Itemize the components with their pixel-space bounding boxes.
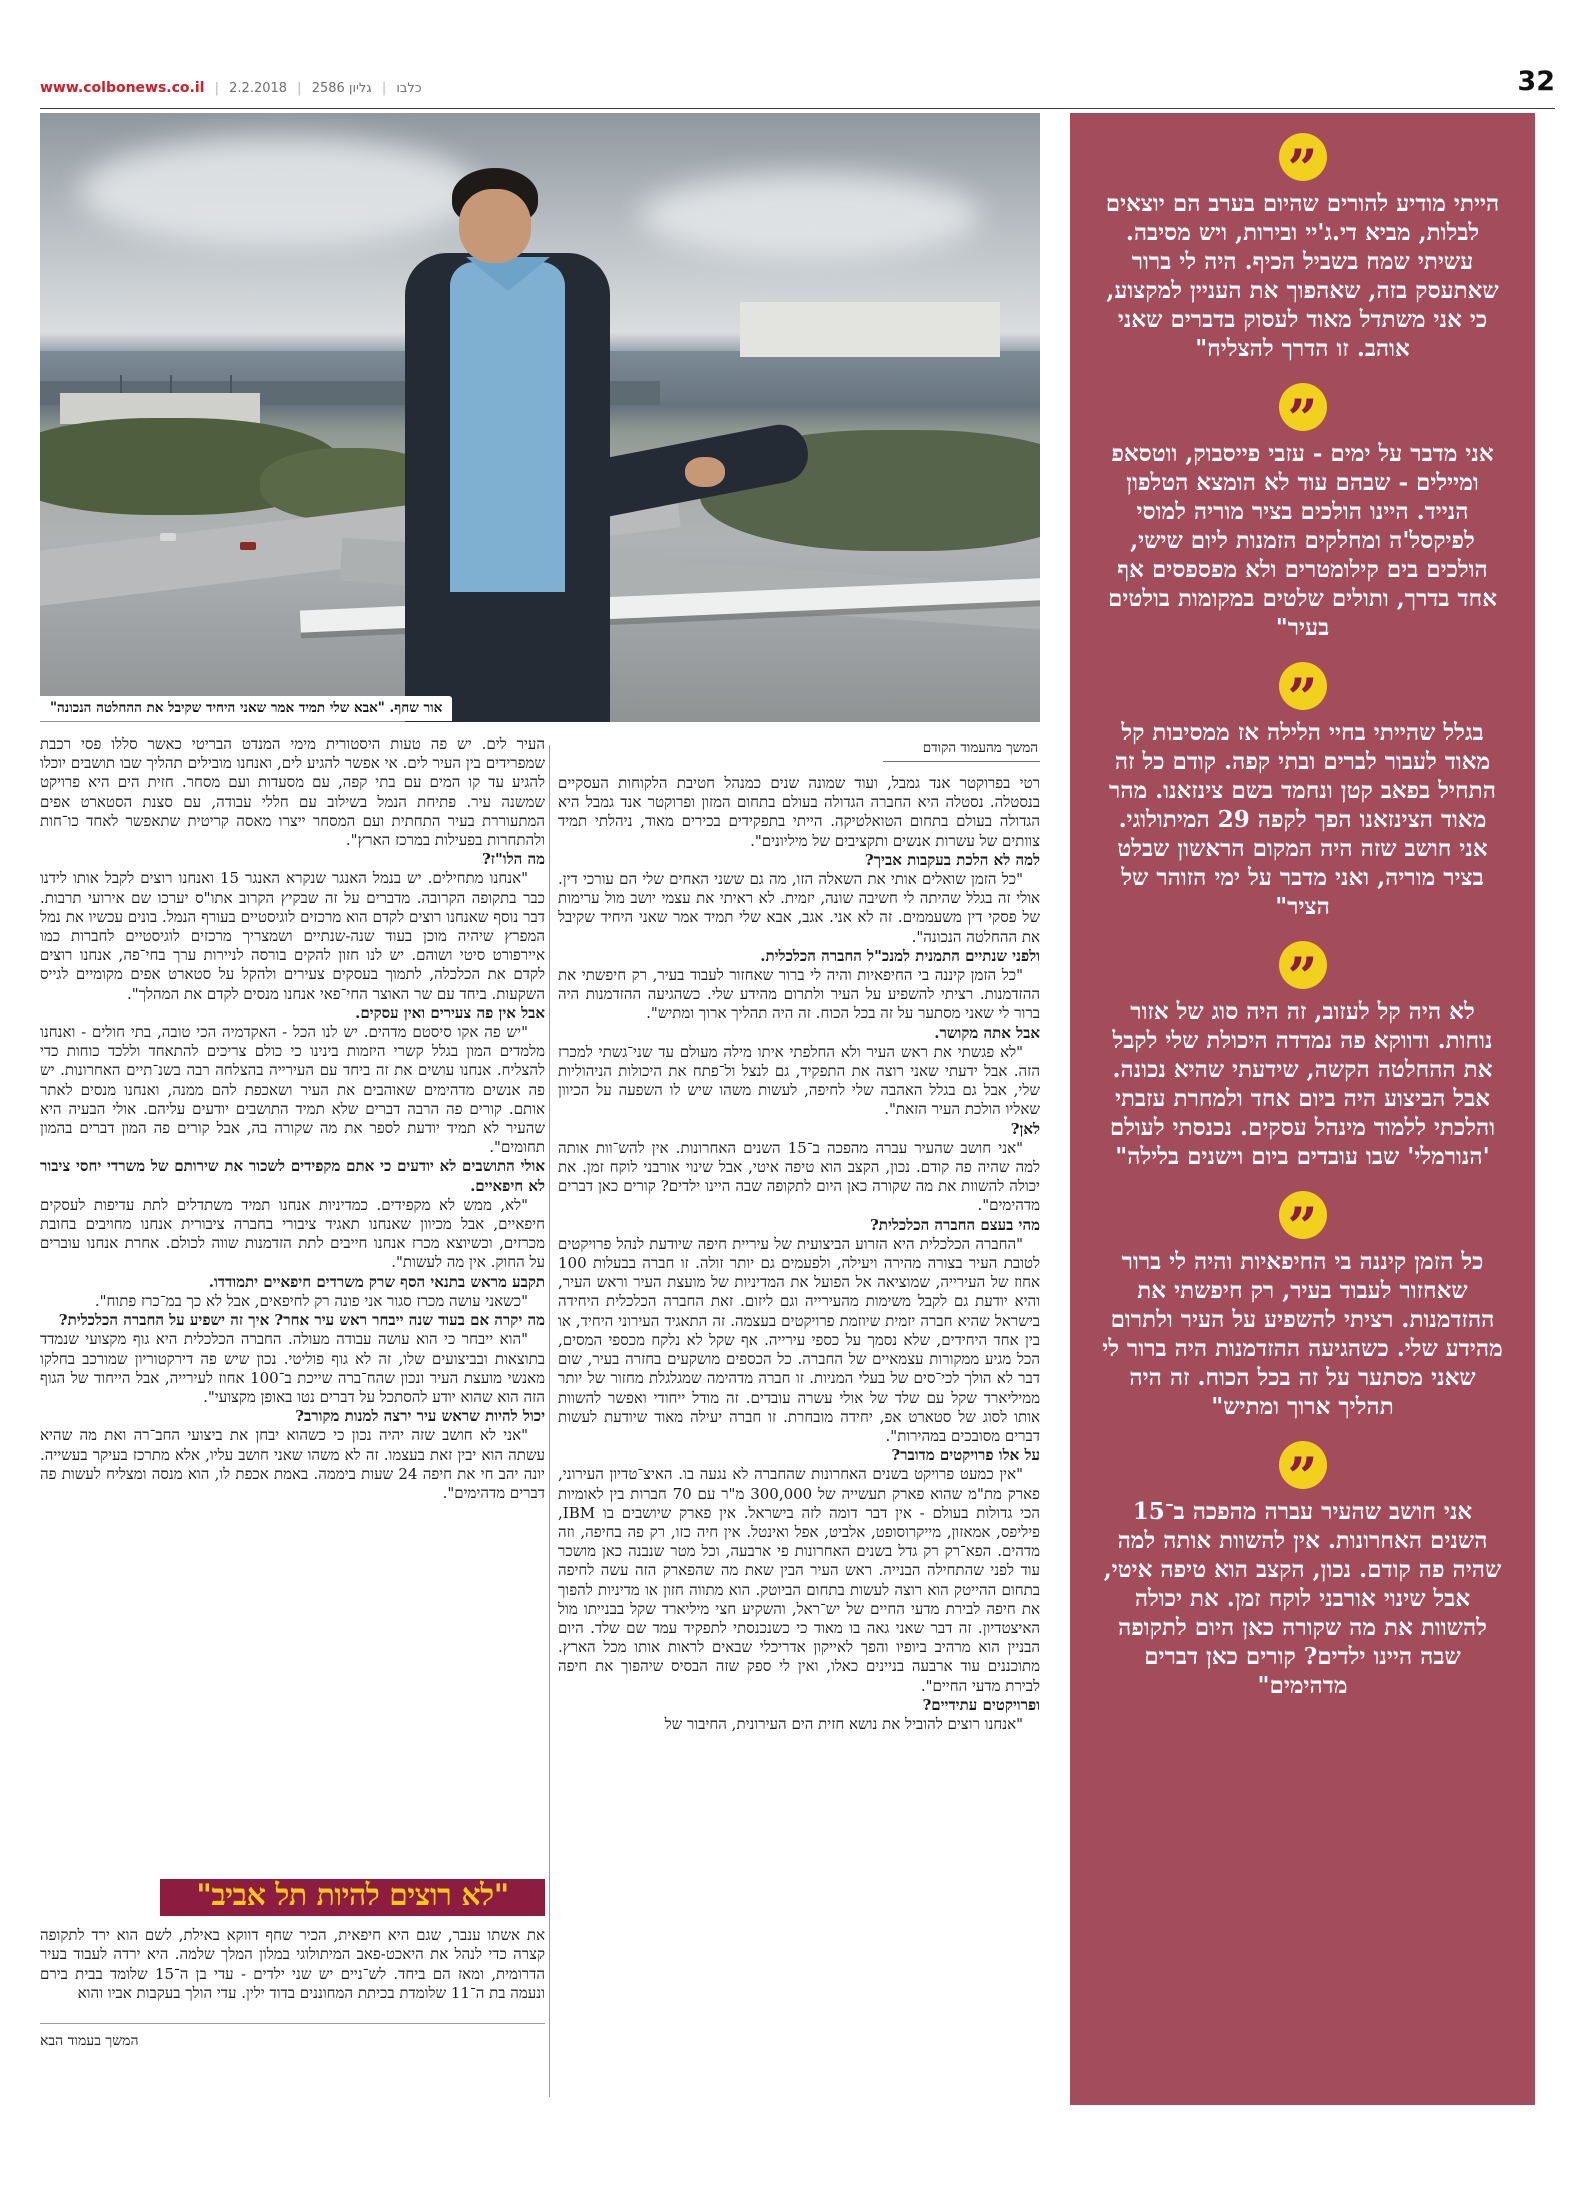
article-paragraph: "לא, ממש לא מקפידים. כמדיניות אנחנו תמיד משתדלים לתת עדיפות לעסקים חיפאיים, אבל מכיוון שאנחנו תאגיד ציבורי בחברה ציבורית אנחנו מחויבים בחובת מכרזים, וכשיוצא מכרז אנחנו חייבים לתת הזדמנות שווה לכולם. אחרת אנחנו עוברים על החוק. אין מה לעשות". xyxy=(40,1195,545,1272)
article-paragraph: "יש פה אקו סיסטם מדהים. יש לנו הכל - האקדמיה הכי טובה, בתי חולים - ואנחנו מלמדים המון בגלל קשרי היזמות בינינו כי כולם צריכים להתאחד וללכד כוחות כדי להצליח. אנחנו עושים את זה ביחד עם העירייה בהצלחה רבה בשנ־תיים האחרונות. יש פה אנשים מדהימים שאוהבים את העיר ושאכפת להם ממנה, ואנחנו מנסים לאתר אותם. קורים פה הרבה דברים שלא תמיד התושבים יודעים עליהם. אולי הבעיה היא שהעיר לא תמיד יודעת לספר את מה שקורה בה, אבל קורים פה המון דברים בהמון תחומים". xyxy=(40,1023,545,1157)
article-paragraph: "אני חושב שהעיר עברה מהפכה ב־15 השנים האחרונות. אין להש־וות אותה למה שהיה פה קודם. נכון, הקצב הוא טיפה איטי, אבל שינוי אורבני לוקח זמן. את יכולה להשוות את מה שקורה כאן היום לתקופה שבה היינו ילדים? קורים כאן דברים מדהימים". xyxy=(558,1138,1040,1215)
quote-text: אני מדבר על ימים - עזבי פייסבוק, ווטסאפ ומיילים - שבהם עוד לא הומצא הטלפון הנייד. היינו הולכים בציר מוריה למוסי לפיקסל'ה ומחלקים הזמנות ליום שישי, הולכים בים קילומטרים ולא מפספסים אף אחד בדרך, ותולים שלטים במקומות בולטים בעיר" xyxy=(1108,440,1497,641)
photo-cloud xyxy=(640,174,980,259)
pull-quote xyxy=(1070,1441,1535,1700)
article-paragraph: "אין כמעט פרויקט בשנים האחרונות שהחברה לא נגעה בו. האיצ־טדיון העירוני, פארק מת"מ שהוא פארק תעשייה של 300,000 מ"ר עם 70 חברות בין לאומיות הכי גדולות בעולם - אין דבר דומה לזה בישראל. אין פארק שיושבים בו IBM, פיליפס, אמאזון, מייקרוסופט, אלביט, אפל ואינטל. אין חיה כזו, רק פה בחיפה, וזה מדהים. הפא־רק רק גדל בשנים האחרונות פי ארבעה, וכל מטר שנבנה כאן מושכר עוד לפני שהתחילה הבנייה. ראש העיר הבין שאת מה שהפארק הזה עשה לחיפה בתחום ההייטק הוא רוצה לעשות בתחום הביוטק. הוא מתווה חזון או מדיניות להפוך את חיפה לבירת מדעי החיים של יש־ראל, והשקיע חצי מיליארד שקל בבנייתו מול האיצטדיון. זה דבר שאני גאה בו מאוד כי כשנכנסתי לתפקיד עמד שם שלד. היום הבניין הוא מרהיב ביופיו והפך לאייקון אדריכלי שבאים לראות אותו מכל הארץ. מתוכננים עוד ארבעה בניינים כאלו, ואין לי ספק שזה הבסיס שיהפוך את חיפה לבירת מדעי החיים". xyxy=(558,1465,1040,1695)
article-paragraph: "כל הזמן שואלים אותי את השאלה הזו, מה גם ששני האחים שלי הם עורכי דין. אולי זה בגלל שהיתה לי חשיבה שונה, יזמית. לא ראיתי את עצמי יושב מול ערימות של פסקי דין משעממים. זה לא אני. אגב, אבא שלי תמיד אמר שאני היחיד שקיבל את ההחלטה הנכונה". xyxy=(558,870,1040,946)
article-paragraph: מה יקרה אם בעוד שנה ייבחר ראש עיר אחר? איך זה ישפיע על החברה הכלכלית? xyxy=(58,1311,545,1330)
photo-man-face xyxy=(459,189,531,263)
pull-quote xyxy=(1070,662,1535,921)
article-paragraph: ולפני שנתיים התמנית למנכ"ל החברה הכלכלית. xyxy=(760,946,1040,965)
article-column-left xyxy=(40,735,545,2125)
header-separator: | xyxy=(381,81,387,96)
photo-car xyxy=(160,533,176,541)
photo-building xyxy=(740,302,1000,357)
article-paragraph: רטי בפרוקטר אנד גמבל, ועוד שמונה שנים כמנהל חטיבת הלקוחות העסקיים בנסטלה. נסטלה היא החברה הגדולה בעולם בתחום המזון ופרוקטר אנד גמבל היא הגדולה בעולם בתחום הטואלטיקה. הייתי בתפקידים בכירים מאוד, ניהלתי תמיד צוותים של עשרות אנשים ותקציבים של מיליונים". xyxy=(558,774,1040,850)
site-url: www.colbonews.co.il xyxy=(40,80,205,96)
article-body-right xyxy=(558,774,1040,1734)
family-paragraph: את אשתו ענבר, שגם היא חיפאית, הכיר שחף דווקא באילת, לשם הוא ירד לתקופה קצרה כדי לנהל את היאכט-פאב המיתולוגי במלון המלך שלמה. היא ירדה לעבוד בעיר הדרומית, ומאז הם ביחד. לש־ניים יש שני ילדים - עדי בן ה־15 שלומד בבית בירם ונעמה בת ה־11 שלומדת בכיתת המחוננים בדוד ילין. עדי הולך בעקבות אביו והוא xyxy=(40,1926,545,2002)
article-paragraph: "החברה הכלכלית היא הזרוע הביצועית של עיריית חיפה שיודעת לנהל פרויקטים לטובת העיר בצורה מהירה ויעילה, ולפעמים גם יותר זולה. זו חברה בבעלות 100 אחוז של העירייה, שמוציאה אל הפועל את המדיניות של מועצת העיר וראש העיר, והיא יודעת גם לקבל משימות מהעירייה וגם ליזום. זאת החברה הכלכלית היחידה בישראל שהיא חברה יזמית שיוזמת פרויקטים בעצמה. זה התאגיד העירוני היחיד, או בין אחד היחידים, שלא נסמך על כספי עירייה. אף שקל לא נלקח מכספי המסים, הכל מגיע ממקורות עצמאיים של החברה. כל הכספים מושקעים בחזרה בעיר, שום דבר לא הולך לכי־סים של בעלי המניות. זו חברה מדהימה שמגלגלת מחזור של יותר ממיליארד שקל עם שלד של אולי עשרה עובדים. זה מודל ייחודי ואפשר להשוות אותו לסוג של סטארט אפ, יחידה מובחרת. זו חברה יעילה מאוד שיודעת לעשות דברים מסובכים במהירות". xyxy=(558,1234,1040,1445)
continued-from-label: המשך מהעמוד הקודם xyxy=(558,740,1040,762)
quote-text: לא היה קל לעזוב, זה היה סוג של אזור נוחות. ודווקא פה נמדדה היכולת שלי לקבל את ההחלטה הקשה, שידעתי שהיא נכונה. אבל הביצוע היה ביום אחד ולמחרת עזבתי והלכתי ללמוד מינהל עסקים. נכנסתי לעולם 'הנורמלי' שבו עובדים ביום וישנים בלילה" xyxy=(1109,998,1496,1170)
column-divider xyxy=(549,745,550,2097)
quote-text: בגלל שהייתי בחיי הלילה אז ממסיבות קל מאוד לעבור לברים ובתי קפה. קודם כל זה התחיל בפאב קטן ונחמד בשם צינזאנו. מהר מאוד הצינזאנו הפך לקפה 29 המיתולוגי. אני חושב שזה היה המקום הראשון שבלט בציר מוריה, ואני מדבר על ימי הזוהר של הציר" xyxy=(1109,719,1496,920)
article-paragraph: העיר לים. יש פה טעות היסטורית מימי המנדט הבריטי כאשר סללו פסי רכבת שמפרידים בין העיר לים. אי אפשר להגיע לים, ואנחנו מובילים תהליך שבו תושבים יוכלו להגיע עד קו המים עם בתי קפה, עם מסעדות ועם מסחר. חזית הים היא פרויקט שמשנה עיר. פתיחת הנמל בשילוב עם חללי עבודה, עם סצנת הסטארט אפים המתעוררת בעיר התחתית ועם המסחר ייצרו מאסה קריטית שתאפשר לאחד כו־חות ולהתחרות בפעילות במרכז הארץ". xyxy=(40,735,545,850)
brand-name: כלבו xyxy=(396,81,422,96)
page-number: 32 xyxy=(1517,66,1555,97)
article-paragraph: "אני לא חושב שזה יהיה נכון כי כשהוא יבחן את ביצועי החב־רה ואת מה שהיא עשתה הוא יבין זאת בעצמו. זה לא משהו שאני חושב עליו, אלא מתרכז בעיקר בעשייה. יונה יהב חי את חיפה 24 שעות ביממה. באמת אכפת לו, הוא מנסה ומצליח לעשות פה דברים מדהימים". xyxy=(40,1426,545,1502)
quote-icon: ” xyxy=(1279,1441,1327,1489)
photo-car xyxy=(240,542,256,550)
quote-text: הייתי מודיע להורים שהיום בערב הם יוצאים לבלות, מביא די.ג'יי ובירות, ויש מסיבה. עשיתי שמח בשביל הכיף. היה לי ברור שאתעסק בזה, שאהפוך את העניין למקצוע, כי אני משתדל מאוד לעסוק בדברים שאני אוהב. זו הדרך להצליח" xyxy=(1105,190,1500,362)
photo-crane xyxy=(120,375,122,393)
photo-caption: אור שחף. "אבא שלי תמיד אמר שאני היחיד שקיבל את ההחלטה הנכונה" xyxy=(40,696,452,721)
quote-icon: ” xyxy=(1279,941,1327,989)
article-paragraph: ופרויקטים עתידיים? xyxy=(922,1695,1040,1714)
pull-quote xyxy=(1070,1191,1535,1421)
article-paragraph: אולי התושבים לא יודעים כי אתם מקפידים לשכור את שירותם של משרדי יחסי ציבור לא חיפאיים. xyxy=(40,1157,545,1195)
article-paragraph: "אנחנו רוצים להוביל את נושא חזית הים העירונית, החיבור של xyxy=(664,1714,1023,1733)
quote-text: אני חושב שהעיר עברה מהפכה ב־15 השנים האחרונות. אין להשוות אותה למה שהיה פה קודם. נכון, הקצב הוא טיפה איטי, אבל שינוי אורבני לוקח זמן. את יכולה להשוות את מה שקורה כאן היום לתקופה שבה היינו ילדים? קורים כאן דברים מדהימים" xyxy=(1103,1498,1502,1699)
pull-quote xyxy=(1070,133,1535,363)
issue-date: 2.2.2018 xyxy=(229,81,288,96)
article-paragraph: אבל אתה מקושר. xyxy=(934,1023,1040,1042)
article-paragraph: "אנחנו מתחילים. יש בנמל האנגר שנקרא האנגר 15 ואנחנו רוצים לקבל אותו לידנו כבר בתקופה הקרובה. מדברים על זה שבקיץ הקרוב אתו"ס יערכו שם אירועי תרבות. דבר נוסף שאנחנו רוצים לקדם הוא מרכזים לוגיסטיים בעורף הנמל. בונים עכשיו את נמל המפרץ שיהיה מוכן בעוד שנה-שנתיים ושמצריך מרכזים לוגיסטיים לחברות כמו איירפורט סיטי ושוהם. יש לנו חזון להקים בורסה לניירות ערך בחי־פה, אנחנו רוצים לקדם את הכלכלה, לתמוך בעסקים צעירים ולהקל על סטארט אפים מקומיים לגייס השקעות. ביחד עם שר האוצר החי־פאי אנחנו מנסים לקדם את המהלך". xyxy=(40,869,545,1003)
photo-crane xyxy=(170,375,172,393)
article-body-left xyxy=(40,735,545,1863)
article-paragraph: על אלו פרויקטים מדובר? xyxy=(891,1446,1040,1465)
issue-label: גליון 2586 xyxy=(311,81,372,96)
photo-cloud xyxy=(80,137,480,247)
article-paragraph: "כל הזמן קיננה בי החיפאיות והיה לי ברור שאחזור לעבוד בעיר, רק חיפשתי את ההזדמנות. רציתי להשפיע על העיר ולתרום מהידע שלי. כשהגיעה ההזדמנות היה ברור לי שאני מסתער על זה בכל הכוח. זה היה תהליך ארוך ומתיש". xyxy=(558,966,1040,1023)
quote-icon: ” xyxy=(1279,133,1327,181)
article-paragraph: מהי בעצם החברה הכלכלית? xyxy=(870,1215,1040,1234)
article-paragraph: "כשאני עושה מכרז סגור אני פונה רק לחיפאים, אבל לא כך במ־כרז פתוח". xyxy=(94,1291,528,1310)
article-paragraph: תקבע מראש בתנאי הסף שרק משרדים חיפאיים יתמודדו. xyxy=(208,1272,545,1291)
continued-next-label: המשך בעמוד הבא xyxy=(40,2033,139,2050)
article-paragraph: מה הלו"ז? xyxy=(481,850,545,869)
continued-next-rule xyxy=(40,2023,545,2024)
quote-icon: ” xyxy=(1279,383,1327,431)
pull-quote xyxy=(1070,383,1535,642)
article-paragraph: "לא פגשתי את ראש העיר ולא החלפתי איתו מילה מעולם עד שני־גשתי למכרז הזה. אבל ידעתי שאני רוצה את התפקיד, גם לנצל ול־פתח את היכולות הניהוליות שלי, אבל גם בגלל האהבה שלי לחיפה, לעשות משהו שיש לו השפעה על הכיוון שאליו הולכת העיר הזאת". xyxy=(558,1042,1040,1119)
header-separator: | xyxy=(214,81,219,96)
photo-man-collar xyxy=(466,257,550,291)
header-rule xyxy=(40,108,1555,109)
article-paragraph: אבל אין פה צעירים ואין עסקים. xyxy=(355,1003,545,1022)
quote-icon: ” xyxy=(1279,662,1327,710)
article-paragraph: יכול להיות שראש עיר ירצה למנות מקורב? xyxy=(295,1407,545,1426)
photo-man-shirt xyxy=(450,262,565,592)
hero-photo xyxy=(40,113,1040,722)
page-header xyxy=(40,80,1555,104)
quote-icon: ” xyxy=(1279,1191,1327,1239)
article-paragraph: "הוא ייבחר כי הוא עושה עבודה מעולה. החברה הכלכלית היא גוף מקצועי שנמדד בתוצאות ובביצועים שלו, זה לא גוף פוליטי. נכון שיש פה דירקטוריון שמורכב בחלקו מאנשי מועצת העיר ונכון שהח־ברה שייכת ב־100 אחוז לעירייה, אבל הייחוד של הגוף הזה הוא שהוא יודע להסתכל על דברים נטו באופן מקצועי". xyxy=(40,1330,545,1406)
section-headline-box xyxy=(160,1879,545,1916)
section-headline: "לא רוצים להיות תל אביב" xyxy=(196,1878,509,1913)
article-column-right xyxy=(558,740,1040,2105)
article-paragraph: למה לא הלכת בעקבות אביך? xyxy=(864,850,1040,869)
article-paragraph: לאן? xyxy=(1010,1119,1040,1138)
pull-quote xyxy=(1070,941,1535,1171)
quote-text: כל הזמן קיננה בי החיפאיות והיה לי ברור שאחזור לעבוד בעיר, רק חיפשתי את ההזדמנות. רציתי להשפיע על העיר ולתרום מהידע שלי. כשהגיעה ההזדמנות היה ברור לי שאני מסתער על זה בכל הכוח. זה היה תהליך ארוך ומתיש" xyxy=(1102,1248,1503,1420)
pull-quotes-panel xyxy=(1070,113,1535,2105)
photo-crane xyxy=(230,375,232,393)
header-separator: | xyxy=(297,81,302,96)
photo-man-hand xyxy=(685,457,725,487)
